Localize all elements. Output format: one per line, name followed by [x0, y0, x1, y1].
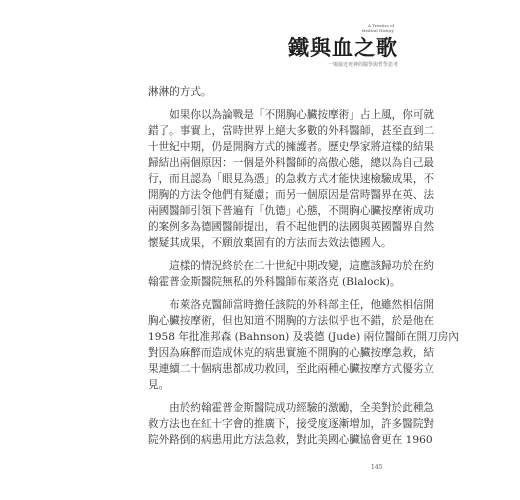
- header-title: 鐵與血之歌: [288, 35, 398, 60]
- paragraph: [148, 258, 435, 290]
- text-line: 懷疑其成果，不願放棄固有的方法而去效法德國人。: [148, 237, 392, 249]
- paragraph: [148, 107, 435, 251]
- paragraph-gap: [148, 393, 384, 400]
- body-text: [148, 84, 459, 448]
- text-line: 行，而且認為「眼見為憑」的急救方式才能快速檢驗成果，不: [148, 173, 435, 185]
- text-line: 如果你以為論戰是「不開胸心臟按摩術」占上風，你可就: [148, 109, 435, 121]
- text-line: 開胸的方法令他們有疑慮；而另一個原因是當時醫界在英、法: [148, 189, 435, 201]
- text-line: 錯了。事實上，當時世界上絕大多數的外科醫師，甚至直到二: [148, 125, 435, 137]
- text-line: 淋淋的方式。: [148, 86, 212, 98]
- text-line: 對因為麻醉而造成休克的病患實施不開胸的心臟按摩急救，結: [148, 347, 435, 359]
- header-subtitle: 一場接近死神的醫學與哲學思考: [327, 62, 398, 68]
- page-number: 145: [371, 464, 383, 471]
- text-line: 翰霍普金斯醫院無私的外科醫師布萊洛克 (Blalock)。: [148, 276, 401, 288]
- paragraph: [148, 84, 384, 100]
- text-line: 見。: [148, 379, 170, 391]
- text-line: 1958 年批准邦森 (Bahnson) 及裘德 (Jude) 兩位醫師在開刀房內: [148, 331, 459, 343]
- text-line: 由於約翰霍普金斯醫院成功經驗的激勵，全美對於此種急: [148, 402, 435, 414]
- text-line: 救方法也在紅十字會的推廣下，接受度逐漸增加，許多醫院對: [148, 418, 435, 430]
- paragraph-gap: [148, 251, 384, 258]
- text-line: 胸心臟按摩術，但也知道不開胸的方法似乎也不錯，於是他在: [148, 315, 435, 327]
- text-line: 歸結出兩個原因：一個是外科醫師的高傲心態，總以為自己最: [148, 157, 435, 169]
- paragraph-gap: [148, 290, 384, 297]
- text-line: 果連續二十個病患都成功救回，至此兩種心臟按摩方式優劣立: [148, 363, 435, 375]
- running-header: [288, 24, 398, 80]
- paragraph: [148, 400, 435, 448]
- text-line: 十世紀中期，仍是開胸方式的擁護者。歷史學家將這樣的結果: [148, 141, 435, 153]
- text-line: 的案例多為德國醫師提出，看不起他們的法國與英國醫界自然: [148, 221, 435, 233]
- text-line: 兩國醫師引領下普遍有「仇德」心態，不開胸心臟按摩術成功: [148, 205, 435, 217]
- paragraph-gap: [148, 100, 384, 107]
- header-english-title: A Treatise of Medical History: [361, 23, 394, 33]
- paragraph: [148, 297, 459, 393]
- text-line: 這樣的情況終於在二十世紀中期改變，這應該歸功於在約: [148, 260, 435, 272]
- text-line: 院外路倒的病患用此方法急救，對此美國心臟協會更在 1960: [148, 434, 433, 446]
- text-line: 布萊洛克醫師當時擔任該院的外科部主任，他雖然相信開: [148, 299, 435, 311]
